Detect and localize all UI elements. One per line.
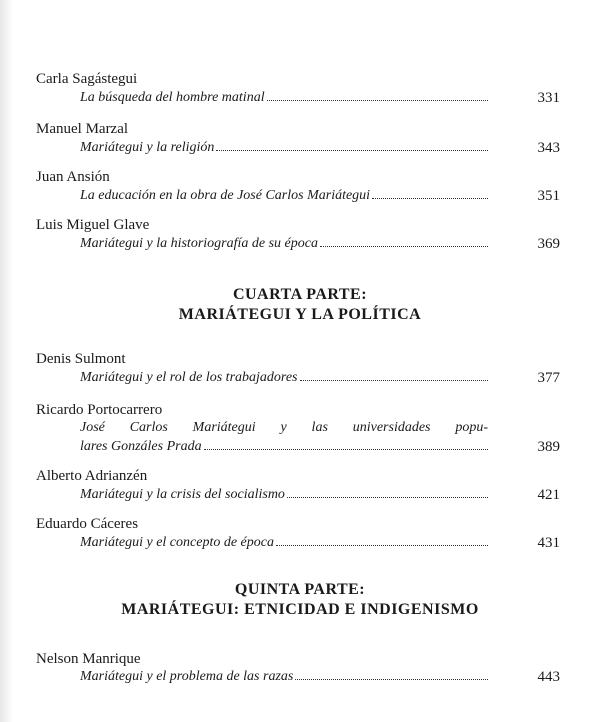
dot-leader: [320, 246, 488, 247]
entry-title: [80, 187, 488, 205]
dot-leader: [372, 198, 488, 199]
dot-leader: [295, 679, 488, 680]
entry-title-text: Mariátegui y la religión: [80, 140, 215, 155]
part-heading-number: CUARTA PARTE:: [232, 286, 368, 303]
entry-title: [80, 369, 488, 387]
entry-title-text: Mariátegui y el problema de las razas: [80, 669, 294, 684]
entry-author: Ricardo Portocarrero: [36, 402, 163, 418]
entry-page-number: 421: [537, 487, 560, 503]
entry-title-text: La educación en la obra de José Carlos Mariátegui: [80, 188, 371, 203]
entry-title-line1: José Carlos Mariátegui y las universidades popu-: [80, 420, 488, 435]
entry-author: Carla Sagástegui: [36, 71, 138, 87]
entry-page-number: 443: [537, 669, 560, 685]
dot-leader: [267, 100, 488, 101]
dot-leader: [287, 497, 488, 498]
entry-title-text: Mariátegui y el rol de los trabajadores: [80, 370, 298, 385]
entry-title: [80, 139, 488, 157]
dot-leader: [300, 380, 489, 381]
entry-title-text: Mariátegui y el concepto de época: [80, 535, 274, 550]
entry-page-number: 377: [537, 370, 560, 386]
entry-title-text: La búsqueda del hombre matinal: [80, 90, 265, 105]
part-heading-number: QUINTA PARTE:: [234, 581, 366, 598]
entry-author: Eduardo Cáceres: [36, 516, 139, 532]
entry-author: Denis Sulmont: [36, 351, 126, 367]
part-heading-title: MARIÁTEGUI: ETNICIDAD E INDIGENISMO: [121, 601, 479, 618]
entry-title: [80, 534, 488, 552]
entry-title-text: Mariátegui y la crisis del socialismo: [80, 487, 285, 502]
part-heading: [0, 580, 600, 620]
entry-title-text: Mariátegui y la historiografía de su época: [80, 236, 318, 251]
entry-page-number: 389: [537, 439, 560, 455]
entry-author: Juan Ansión: [36, 169, 110, 185]
part-heading: [0, 285, 600, 325]
entry-page-number: 343: [537, 140, 560, 156]
entry-author: Luis Miguel Glave: [36, 217, 150, 233]
entry-title: [80, 438, 488, 456]
entry-title: [80, 89, 488, 107]
entry-page-number: 369: [537, 236, 560, 252]
entry-author: Manuel Marzal: [36, 121, 129, 137]
dot-leader: [204, 449, 488, 450]
dot-leader: [216, 150, 488, 151]
entry-title: [80, 486, 488, 504]
dot-leader: [276, 545, 488, 546]
entry-author: Nelson Manrique: [36, 651, 141, 667]
entry-author: Alberto Adrianzén: [36, 468, 148, 484]
entry-page-number: 331: [537, 90, 560, 106]
part-heading-title: MARIÁTEGUI Y LA POLÍTICA: [178, 306, 422, 323]
entry-page-number: 351: [537, 188, 560, 204]
entry-title-text: lares Gonzáles Prada: [80, 439, 202, 454]
entry-page-number: 431: [537, 535, 560, 551]
entry-title: [80, 235, 488, 253]
entry-title: [80, 668, 488, 686]
